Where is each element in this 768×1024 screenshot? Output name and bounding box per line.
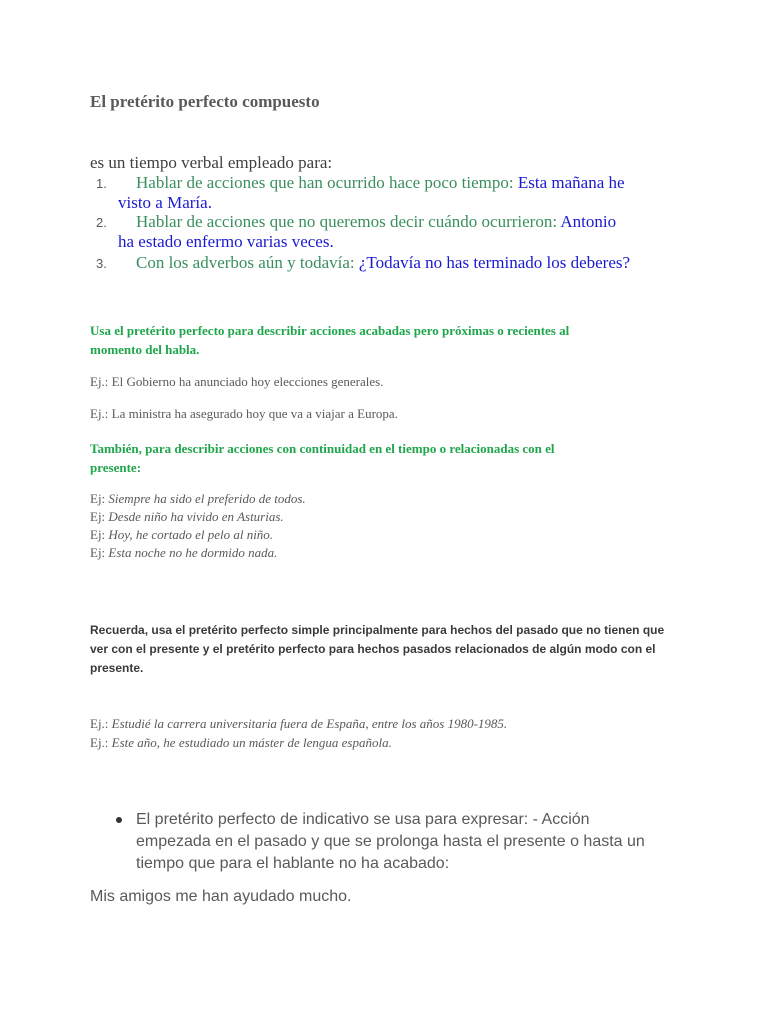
section2-heading-line2: presente: [90, 460, 142, 475]
example-prefix: Ej: [90, 545, 109, 560]
example-text: Esta noche no he dormido nada. [108, 545, 278, 560]
list-item-1-green: Hablar de acciones que han ocurrido hace poco tiempo: [136, 173, 518, 192]
example-line: Ej.: La ministra ha asegurado hoy que va a viajar a Europa. [90, 406, 398, 421]
reminder-line3: presente. [90, 661, 144, 675]
list-number: 1. [96, 176, 107, 191]
reminder-line1: Recuerda, usa el pretérito perfecto simple principalmente para hechos del pasado que no tienen que [90, 623, 665, 637]
example-prefix: Ej: [90, 509, 109, 524]
example-line [90, 526, 273, 544]
example-prefix: Ej: [90, 491, 109, 506]
example-prefix: Ej: [90, 527, 109, 542]
example-line: Ej.: El Gobierno ha anunciado hoy elecciones generales. [90, 374, 384, 389]
list-item-3-blue: ¿Todavía no has terminado los deberes? [358, 253, 631, 272]
list-item-1-blue: Esta mañana he [517, 173, 625, 192]
example-line [90, 715, 507, 733]
bullet-line2: empezada en el pasado y que se prolonga hasta el presente o hasta un [136, 833, 645, 850]
section1-heading-line1: Usa el pretérito perfecto para describir acciones acabadas pero próximas o recientes al [90, 323, 570, 338]
list-item-1-line1 [136, 173, 625, 193]
list-item-3-line1 [136, 253, 630, 273]
example-text: Desde niño ha vivido en Asturias. [108, 509, 284, 524]
example-text: Estudié la carrera universitaria fuera de España, entre los años 1980-1985. [111, 716, 508, 731]
example-text: Este año, he estudiado un máster de lengua española. [111, 735, 392, 750]
closing-text: Mis amigos me han ayudado mucho. [90, 888, 352, 905]
example-prefix: Ej.: [90, 735, 112, 750]
example-line [90, 490, 306, 508]
list-number: 2. [96, 215, 107, 230]
list-item-2-green: Hablar de acciones que no queremos decir cuándo ocurrieron: [136, 212, 561, 231]
example-text: Siempre ha sido el preferido de todos. [108, 491, 306, 506]
bullet-line3: tiempo que para el hablante no ha acabado: [136, 855, 450, 872]
section1-heading-line2: momento del habla. [90, 342, 200, 357]
example-line [90, 734, 392, 752]
example-line [90, 508, 284, 526]
bullet-dot-icon [116, 817, 122, 823]
list-item-1-line2: visto a María. [118, 193, 212, 212]
list-item-2-line1 [136, 212, 616, 232]
example-text: Hoy, he cortado el pelo al niño. [108, 527, 274, 542]
list-item-2-blue: Antonio [560, 212, 617, 231]
list-number: 3. [96, 256, 107, 271]
bullet-line1: El pretérito perfecto de indicativo se usa para expresar: - Acción [136, 811, 590, 828]
intro-text: es un tiempo verbal empleado para: [90, 153, 333, 172]
example-prefix: Ej.: [90, 716, 112, 731]
section2-heading-line1: También, para describir acciones con continuidad en el tiempo o relacionadas con el [90, 441, 555, 456]
page-title: El pretérito perfecto compuesto [90, 92, 320, 111]
list-item-2-line2: ha estado enfermo varias veces. [118, 232, 334, 251]
example-line [90, 544, 277, 562]
reminder-line2: ver con el presente y el pretérito perfecto para hechos pasados relacionados de algún modo con el [90, 642, 656, 656]
list-item-3-green: Con los adverbos aún y todavía: [136, 253, 359, 272]
